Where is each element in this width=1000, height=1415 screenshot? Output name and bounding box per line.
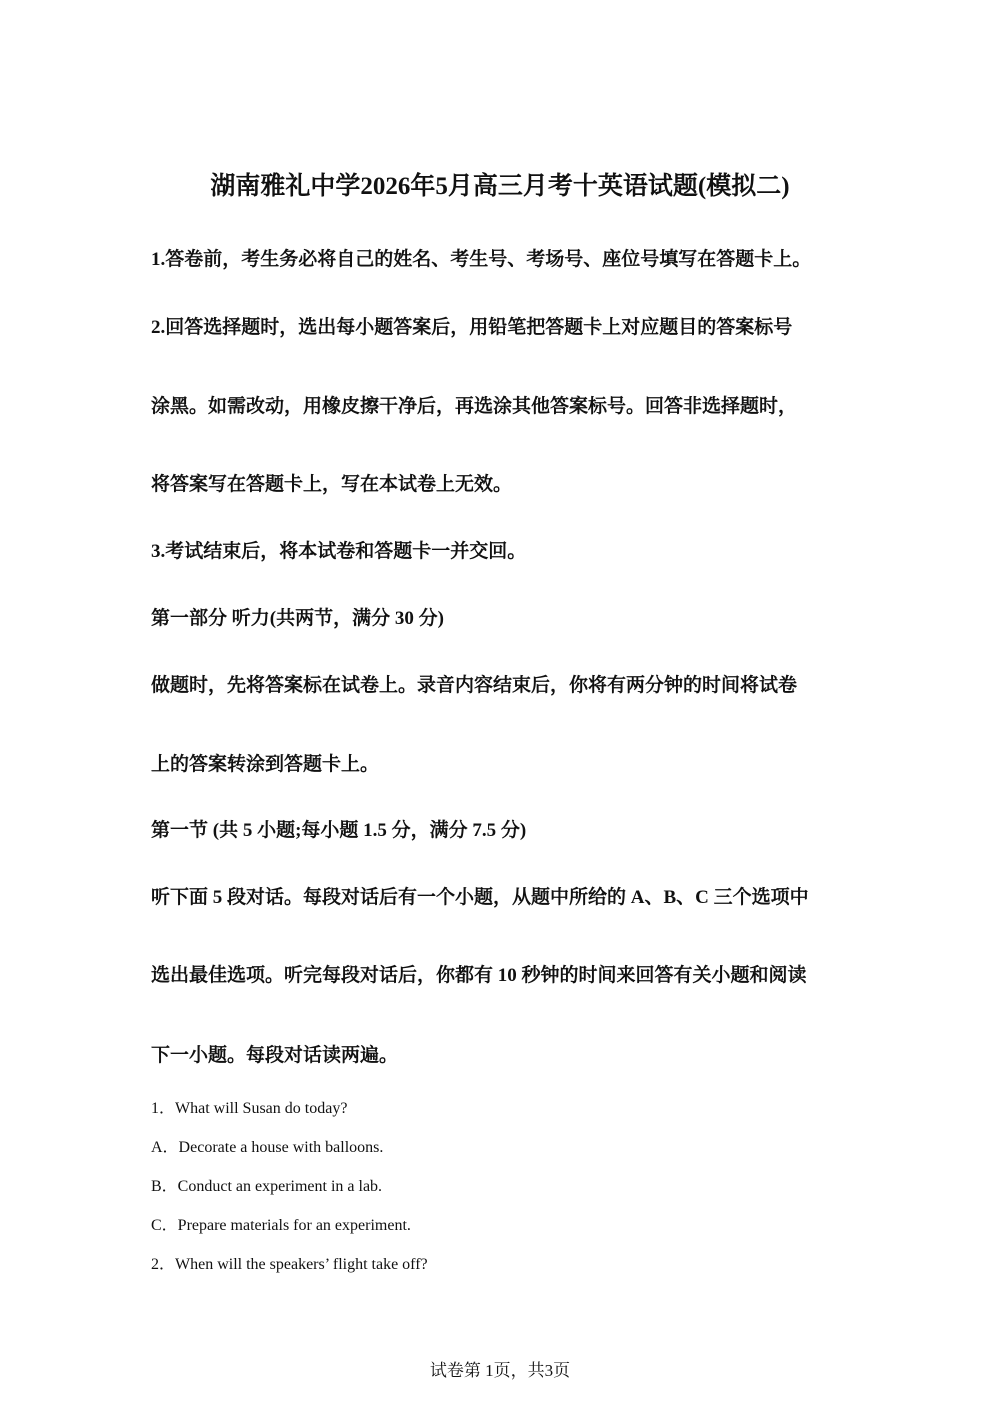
instruction-2-line-2: 涂黑。如需改动，用橡皮擦干净后，再选涂其他答案标号。回答非选择题时， [151, 396, 798, 417]
section-one-intro-line-3: 下一小题。每段对话读两遍。 [151, 1045, 399, 1066]
part-one-intro-line-1: 做题时，先将答案标在试卷上。录音内容结束后，你将有两分钟的时间将试卷 [151, 675, 798, 696]
page-footer: 试卷第 1页，共3页 [429, 1361, 571, 1380]
part-one-intro-line-2: 上的答案转涂到答题卡上。 [151, 754, 380, 775]
question-2: 2．When will the speakers’ flight take off? [151, 1256, 428, 1273]
instruction-2-line-3: 将答案写在答题卡上，写在本试卷上无效。 [151, 474, 513, 495]
question-1-option-c: C．Prepare materials for an experiment. [151, 1217, 411, 1234]
question-1: 1．What will Susan do today? [151, 1100, 348, 1117]
question-1-option-a: A．Decorate a house with balloons. [151, 1139, 384, 1156]
part-one-heading: 第一部分 听力(共两节，满分 30 分) [151, 608, 444, 629]
exam-title: 湖南雅礼中学2026年5月高三月考十英语试题(模拟二) [210, 173, 790, 200]
section-one-heading: 第一节 (共 5 小题;每小题 1.5 分，满分 7.5 分) [151, 820, 527, 841]
section-one-intro-line-2: 选出最佳选项。听完每段对话后，你都有 10 秒钟的时间来回答有关小题和阅读 [151, 965, 807, 986]
instruction-3: 3.考试结束后，将本试卷和答题卡一并交回。 [151, 541, 527, 562]
instruction-1: 1.答卷前，考生务必将自己的姓名、考生号、考场号、座位号填写在答题卡上。 [151, 249, 812, 270]
instruction-2-line-1: 2.回答选择题时，选出每小题答案后，用铅笔把答题卡上对应题目的答案标号 [151, 317, 793, 338]
question-1-option-b: B．Conduct an experiment in a lab. [151, 1178, 383, 1195]
section-one-intro-line-1: 听下面 5 段对话。每段对话后有一个小题，从题中所给的 A、B、C 三个选项中 [151, 887, 809, 908]
